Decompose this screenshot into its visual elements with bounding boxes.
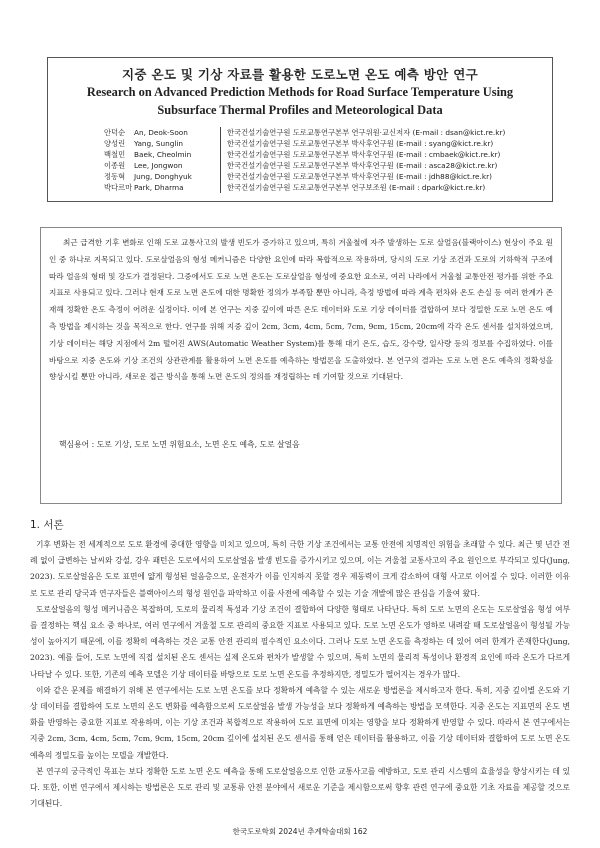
author-row	[104, 182, 544, 193]
body-paragraph: 기후 변화는 전 세계적으로 도로 환경에 중대한 영향을 미치고 있으며, 특히 극한 기상 조건에서는 교통 안전에 치명적인 위험을 초래할 수 있다. 최근 몇 년간 전례 없이 급변하는 날씨와 강설, 강우 패턴은 도로에서의 도로살얼음 발생 빈도를 증가시키고 있으며, 이는 겨울철 교통사고의 주요 원인으로 부각되고 있다(Jung, 2023). 도로살얼음은 도로 표면에 얇게 형성된 얼음층으로, 운전자가 이를 인지하지 못할 경우 제동력이 크게 감소하여 대형 사고로 이어질 수 있다. 이러한 이유로 도로 관리 당국과 연구자들은 블랙아이스의 형성 원인을 파악하고 이를 사전에 예측할 수 있는 기술 개발에 많은 관심을 기울여 왔다.	[30, 540, 570, 598]
author-name-korean: 양성린	[104, 139, 126, 148]
author-affiliation: 한국건설기술연구원 도로교통연구본부 박사후연구원 (E-mail : syang@kict.re.kr)	[220, 138, 544, 149]
author-affiliation: 한국건설기술연구원 도로교통연구본부 연구보조원 (E-mail : dpark@kict.re.kr)	[220, 182, 544, 193]
author-name-english: Yang, Sunglin	[134, 139, 184, 148]
author-row	[104, 160, 544, 171]
body-paragraph: 도로살얼음의 형성 메커니즘은 복잡하며, 도로의 물리적 특성과 기상 조건이 결합하여 다양한 형태로 나타난다. 특히 도로 노면의 온도는 도로살얼음 형성 여부를 결정하는 핵심 요소 중 하나로, 여러 연구에서 겨울철 도로 관리의 중요한 지표로 사용되고 있다. 도로 노면 온도가 영하로 내려갈 때 도로살얼음이 형성될 가능성이 높아지기 때문에, 이를 정확히 예측하는 것은 교통 안전 관리의 필수적인 요소이다. 그러나 도로 노면 온도를 측정하는 데 있어 여러 한계가 존재한다(Jung, 2023). 예를 들어, 도로 노면에 직접 설치된 온도 센서는 실제 온도와 편차가 발생할 수 있으며, 특히 노면의 물리적 특성이나 환경적 요인에 따라 온도가 다르게 나타날 수 있다. 또한, 기존의 예측 모델은 기상 데이터를 바탕으로 도로 노면 온도를 추정하지만, 정밀도가 떨어지는 경우가 많다.	[30, 604, 570, 679]
author-affiliation: 한국건설기술연구원 도로교통연구본부 연구위원·교신저자 (E-mail : dsan@kict.re.kr)	[220, 127, 544, 138]
page-footer: 한국도로학회 2024년 추계학술대회 162	[232, 827, 368, 836]
author-name-korean: 정동혁	[104, 172, 126, 181]
body-paragraph: 본 연구의 궁극적인 목표는 보다 정확한 도로 노면 온도 예측을 통해 도로살얼음으로 인한 교통사고를 예방하고, 도로 관리 시스템의 효율성을 향상시키는 데 있다. 또한, 이번 연구에서 제시하는 방법론은 도로 관리 및 교통류 안전 분야에서 새로운 기준을 제시함으로써 향후 관련 연구에 중요한 기초 자료를 제공할 것으로 기대된다.	[30, 766, 570, 809]
abstract-text: 최근 급격한 기후 변화로 인해 도로 교통사고의 발생 빈도가 증가하고 있으며, 특히 겨울철에 자주 발생하는 도로 살얼음(블랙아이스) 현상이 주요 원인 중 하나로 지목되고 있다. 도로살얼음의 형성 메커니즘은 다양한 요인에 따라 복합적으로 작용하며, 당시의 도로 기상 조건과 도로의 기하학적 구조에 따라 얼음의 형태 및 강도가 결정된다. 그중에서도 도로 노면 온도는 도로살얼음 형성에 중요한 요소로, 여러 나라에서 겨울철 교통안전 평가를 위한 주요 지표로 사용되고 있다. 그러나 현재 도로 노면 온도에 대한 명확한 정의가 부족할 뿐만 아니라, 측정 방법에 따라 계측 편차와 온도 손실 등 여러 한계가 존재해 정확한 온도 측정이 어려운 실정이다. 이에 본 연구는 지중 깊이에 따른 온도 데이터와 도로 기상 데이터를 결합하여 보다 정밀한 도로 노면 온도 예측 방법을 제시하는 것을 목적으로 한다. 연구를 위해 지중 깊이 2cm, 3cm, 4cm, 5cm, 7cm, 9cm, 15cm, 20cm에 각각 온도 센서를 설치하였으며, 기상 데이터는 해당 지점에서 2m 떨어진 AWS(Automatic Weather System)를 통해 대기 온도, 습도, 강수량, 일사량 등의 정보를 수집하였다. 이를 바탕으로 지중 온도와 기상 조건의 상관관계를 활용하여 노면 온도를 예측하는 방법론을 도출하였다. 본 연구의 결과는 도로 노면 온도 예측의 정확성을 향상시킬 뿐만 아니라, 새로운 접근 방식을 통해 노면 온도의 정의를 재정립하는 데 기여할 것으로 기대된다.	[49, 238, 553, 382]
author-row	[104, 149, 544, 160]
keywords-label: 핵심용어 :	[59, 440, 95, 449]
author-affiliation: 한국건설기술연구원 도로교통연구본부 박사후연구원 (E-mail : asca28@kict.re.kr)	[220, 160, 544, 171]
author-name-english: Park, Dharma	[134, 183, 184, 192]
paper-title-korean: 지중 온도 및 기상 자료를 활용한 도로노면 온도 예측 방안 연구	[122, 67, 478, 82]
title-box	[47, 57, 553, 202]
author-row	[104, 127, 544, 138]
keywords-text: 도로 기상, 도로 노면 위험요소, 노면 온도 예측, 도로 살얼음	[96, 440, 300, 449]
author-name-english: Baek, Cheolmin	[134, 150, 192, 159]
author-row	[104, 138, 544, 149]
paper-title-english: Research on Advanced Prediction Methods for Road Surface Temperature Using Subsurface Thermal Profiles and Meteorological Data	[86, 85, 514, 117]
author-affiliation: 한국건설기술연구원 도로교통연구본부 박사후연구원 (E-mail : cmbaek@kict.re.kr)	[220, 149, 544, 160]
author-list	[104, 127, 544, 193]
author-name-english: An, Deok-Soon	[134, 128, 188, 137]
author-name-korean: 박다르마	[104, 183, 133, 192]
section-title: 1. 서론	[30, 519, 64, 531]
author-row	[104, 171, 544, 182]
abstract-box	[40, 227, 562, 504]
author-name-english: Lee, Jongwon	[134, 161, 183, 170]
author-name-korean: 백철민	[104, 150, 126, 159]
author-affiliation: 한국건설기술연구원 도로교통연구본부 박사후연구원 (E-mail : jdh88@kict.re.kr)	[220, 171, 544, 182]
author-name-korean: 안덕순	[104, 128, 126, 137]
body-text	[30, 537, 570, 812]
author-name-korean: 이종원	[104, 161, 126, 170]
body-paragraph: 이와 같은 문제를 해결하기 위해 본 연구에서는 도로 노면 온도를 보다 정확하게 예측할 수 있는 새로운 방법론을 제시하고자 한다. 특히, 지중 깊이별 온도와 기상 데이터를 결합하여 도로 노면의 온도 변화를 예측함으로써 도로살얼음 발생 가능성을 보다 정확하게 예측하는 방법을 모색한다. 지중 온도는 지표면의 온도 변화를 반영하는 중요한 지표로 작용하며, 이는 기상 조건과 복합적으로 작용하여 도로 표면에 미치는 영향을 보다 정확하게 반영할 수 있다. 따라서 본 연구에서는 지중 2cm, 3cm, 4cm, 5cm, 7cm, 9cm, 15cm, 20cm 깊이에 설치된 온도 센서를 통해 얻은 데이터를 활용하고, 이를 기상 데이터와 결합하여 도로 노면 온도 예측의 정밀도를 높이는 모델을 개발한다.	[30, 685, 570, 760]
author-name-english: Jung, Donghyuk	[134, 172, 192, 181]
keywords-line	[59, 439, 300, 450]
